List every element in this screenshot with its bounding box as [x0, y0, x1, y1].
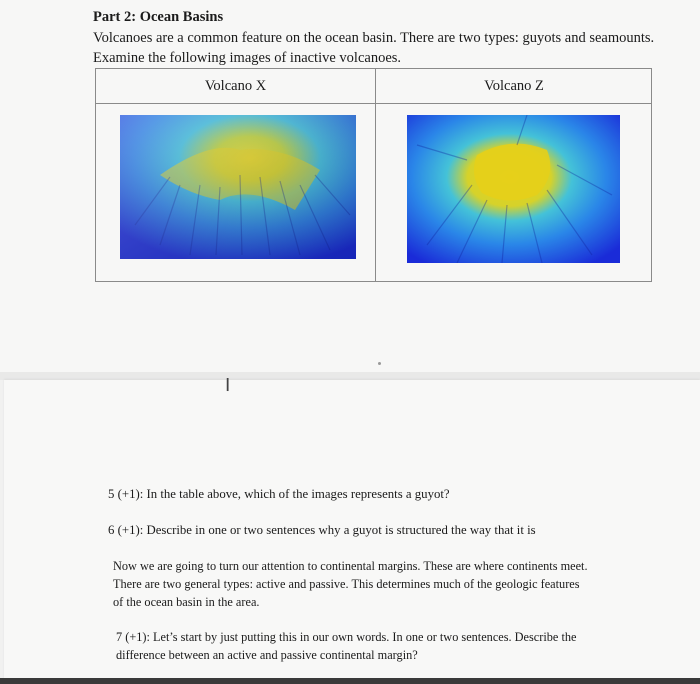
question-7-line: 7 (+1): Let’s start by just putting this in our own words. In one or two sentences. Describe the: [116, 630, 577, 644]
text-cursor-icon: Ι: [225, 375, 231, 396]
volcano-x-bathymetry-image: [120, 115, 356, 259]
column-header-volcano-x: Volcano X: [204, 78, 267, 94]
margins-paragraph-line: Now we are going to turn our attention to continental margins. These are where continents meet.: [113, 559, 588, 573]
question-7-line: difference between an active and passive continental margin?: [116, 648, 418, 662]
volcano-z-bathymetry-image: [407, 115, 620, 263]
column-header-volcano-z: Volcano Z: [484, 78, 544, 94]
intro-line: Volcanoes are a common feature on the ocean basin. There are two types: guyots and seamounts.: [93, 30, 655, 46]
volcano-table: [95, 68, 652, 282]
page-bottom-edge: [0, 678, 700, 684]
question-6: 6 (+1): Describe in one or two sentences why a guyot is structured the way that it is: [108, 523, 536, 537]
intro-line: Examine the following images of inactive volcanoes.: [93, 50, 402, 66]
table-row-divider: [96, 103, 651, 104]
table-column-divider: [375, 69, 376, 281]
stray-dot: [378, 362, 381, 365]
margins-paragraph-line: of the ocean basin in the area.: [113, 595, 260, 609]
page-gap: [0, 372, 700, 380]
question-5: 5 (+1): In the table above, which of the images represents a guyot?: [108, 487, 450, 501]
section-heading: Part 2: Ocean Basins: [93, 9, 224, 25]
margins-paragraph-line: There are two general types: active and passive. This determines much of the geologic features: [113, 577, 580, 591]
